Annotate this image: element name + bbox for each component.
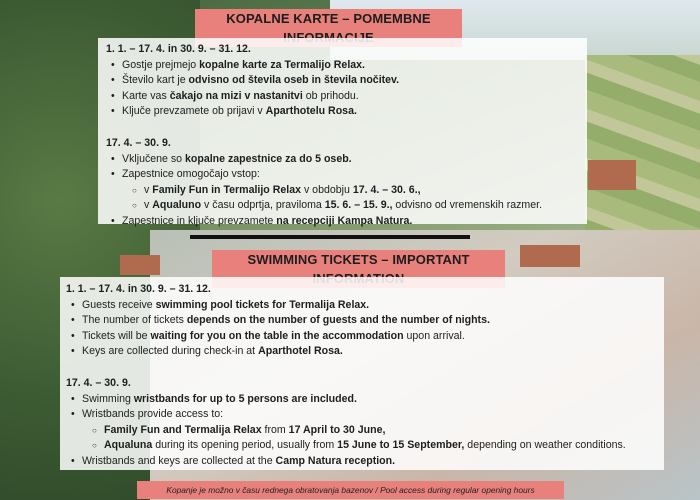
- body-text: Karte vas: [122, 89, 170, 102]
- list-item: [104, 438, 654, 454]
- body-text: v obdobju: [301, 183, 353, 196]
- list-item: [82, 344, 654, 360]
- list-item: [82, 298, 654, 314]
- slo-period-1-list: [106, 58, 577, 120]
- body-text: odvisno od vremenskih razmer.: [392, 199, 543, 212]
- emphasis-text: Camp Natura reception.: [275, 454, 396, 467]
- emphasis-text: odvisno od števila oseb in števila nočitev.: [188, 74, 400, 87]
- slo-info-panel: [98, 38, 587, 227]
- body-text: Gostje prejmejo: [122, 58, 200, 71]
- slo-period-1: 1. 1. – 17. 4. in 30. 9. – 31. 12.: [106, 43, 251, 55]
- body-text: Wristbands and keys are collected at the: [82, 454, 276, 467]
- body-text: v: [144, 199, 153, 212]
- list-item: • Wristbands provide access to: ○ Family Fun and Termalija Relax from 17 April to 30 June, ○ Aqualuna during its opening period, usually from 15 June to 15 September, depending on weather conditions.: [82, 407, 654, 454]
- list-item: [144, 198, 577, 214]
- body-text: during its opening period, usually from: [152, 439, 338, 452]
- emphasis-text: kopalne karte za Termalijo Relax.: [199, 58, 365, 71]
- list-item: [82, 454, 654, 470]
- body-text: Guests receive: [82, 298, 156, 311]
- eng-period-2-list: [66, 392, 654, 470]
- body-text: v času odprtja, praviloma: [201, 199, 325, 212]
- list-item: [122, 152, 577, 168]
- emphasis-text: Family Fun in Termalijo Relax: [152, 183, 301, 196]
- list-item: [104, 423, 654, 439]
- slo-title: KOPALNE KARTE – POMEMBNE: [226, 11, 431, 26]
- emphasis-text: 15. 6. – 15. 9.,: [324, 199, 393, 212]
- list-item: • Zapestnice omogočajo vstop: ○ v Family Fun in Termalijo Relax v obdobju 17. 4. – 30. 6., ○ v Aqualuno v času odprtja, praviloma 15. 6. – 15. 9., odvisno od vremenskih razmer.: [122, 167, 577, 214]
- body-text: ob prihodu.: [302, 89, 359, 102]
- list-item: [144, 183, 577, 199]
- body-text: Vključene so: [122, 152, 186, 165]
- body-text: The number of tickets: [82, 314, 187, 327]
- emphasis-text: 15 June to 15 September,: [337, 439, 465, 452]
- body-text: from: [261, 423, 289, 436]
- eng-access-sublist: [82, 423, 654, 454]
- eng-period-1: 1. 1. – 17. 4. in 30. 9. – 31. 12.: [66, 283, 211, 295]
- emphasis-text: na recepciji Kampa Natura.: [276, 214, 413, 227]
- eng-period-2: 17. 4. – 30. 9.: [66, 376, 131, 389]
- list-item: [82, 313, 654, 329]
- list-item: [122, 214, 577, 230]
- emphasis-text: 17. 4. – 30. 6.,: [352, 183, 421, 196]
- body-text: Število kart je: [122, 74, 189, 87]
- list-item: [82, 329, 654, 345]
- emphasis-text: čakajo na mizi v nastanitvi: [169, 89, 303, 102]
- body-text: Zapestnice in ključe prevzamete: [122, 214, 277, 227]
- background-building: [520, 245, 580, 267]
- eng-period-1-list: [66, 298, 654, 360]
- body-text: Swimming: [82, 392, 134, 405]
- emphasis-text: kopalne zapestnice za do 5 oseb.: [185, 152, 352, 165]
- emphasis-text: Aqualuno: [152, 199, 202, 212]
- emphasis-text: 17 April to 30 June,: [288, 423, 386, 436]
- list-item: [82, 392, 654, 408]
- body-text: v: [144, 183, 153, 196]
- background-building: [588, 160, 636, 190]
- background-building: [120, 255, 160, 275]
- list-item: [122, 58, 577, 74]
- eng-info-panel: [60, 277, 664, 470]
- slo-period-2: 17. 4. – 30. 9.: [106, 136, 171, 149]
- list-item: [122, 89, 577, 105]
- body-text: upon arrival.: [403, 329, 465, 342]
- emphasis-text: waiting for you on the table in the accommodation: [150, 329, 404, 342]
- slo-period-2-list: [106, 152, 577, 230]
- emphasis-text: wristbands for up to 5 persons are included.: [133, 392, 357, 405]
- list-item: [122, 73, 577, 89]
- slo-access-sublist: [122, 183, 577, 214]
- body-text: Tickets will be: [82, 329, 151, 342]
- footer-note: [137, 481, 564, 499]
- emphasis-text: depends on the number of guests and the number of nights.: [186, 314, 490, 327]
- emphasis-text: Family Fun and Termalija Relax: [104, 423, 262, 436]
- emphasis-text: Aparthotelu Rosa.: [265, 105, 357, 118]
- emphasis-text: swimming pool tickets for Termalija Relax.: [155, 298, 370, 311]
- body-text: Keys are collected during check-in at: [82, 345, 259, 358]
- list-item: [122, 104, 577, 120]
- body-text: depending on weather conditions.: [464, 439, 626, 452]
- body-text: Ključe prevzamete ob prijavi v: [122, 105, 266, 118]
- emphasis-text: Aqualuna: [104, 439, 153, 452]
- eng-title: SWIMMING TICKETS – IMPORTANT: [247, 252, 470, 267]
- section-divider: [190, 235, 470, 239]
- background-fields: [585, 55, 700, 255]
- emphasis-text: Aparthotel Rosa.: [258, 345, 343, 358]
- footer-text: Kopanje je možno v času rednega obratovanja bazenov / Pool access during regular opening hours: [166, 485, 535, 495]
